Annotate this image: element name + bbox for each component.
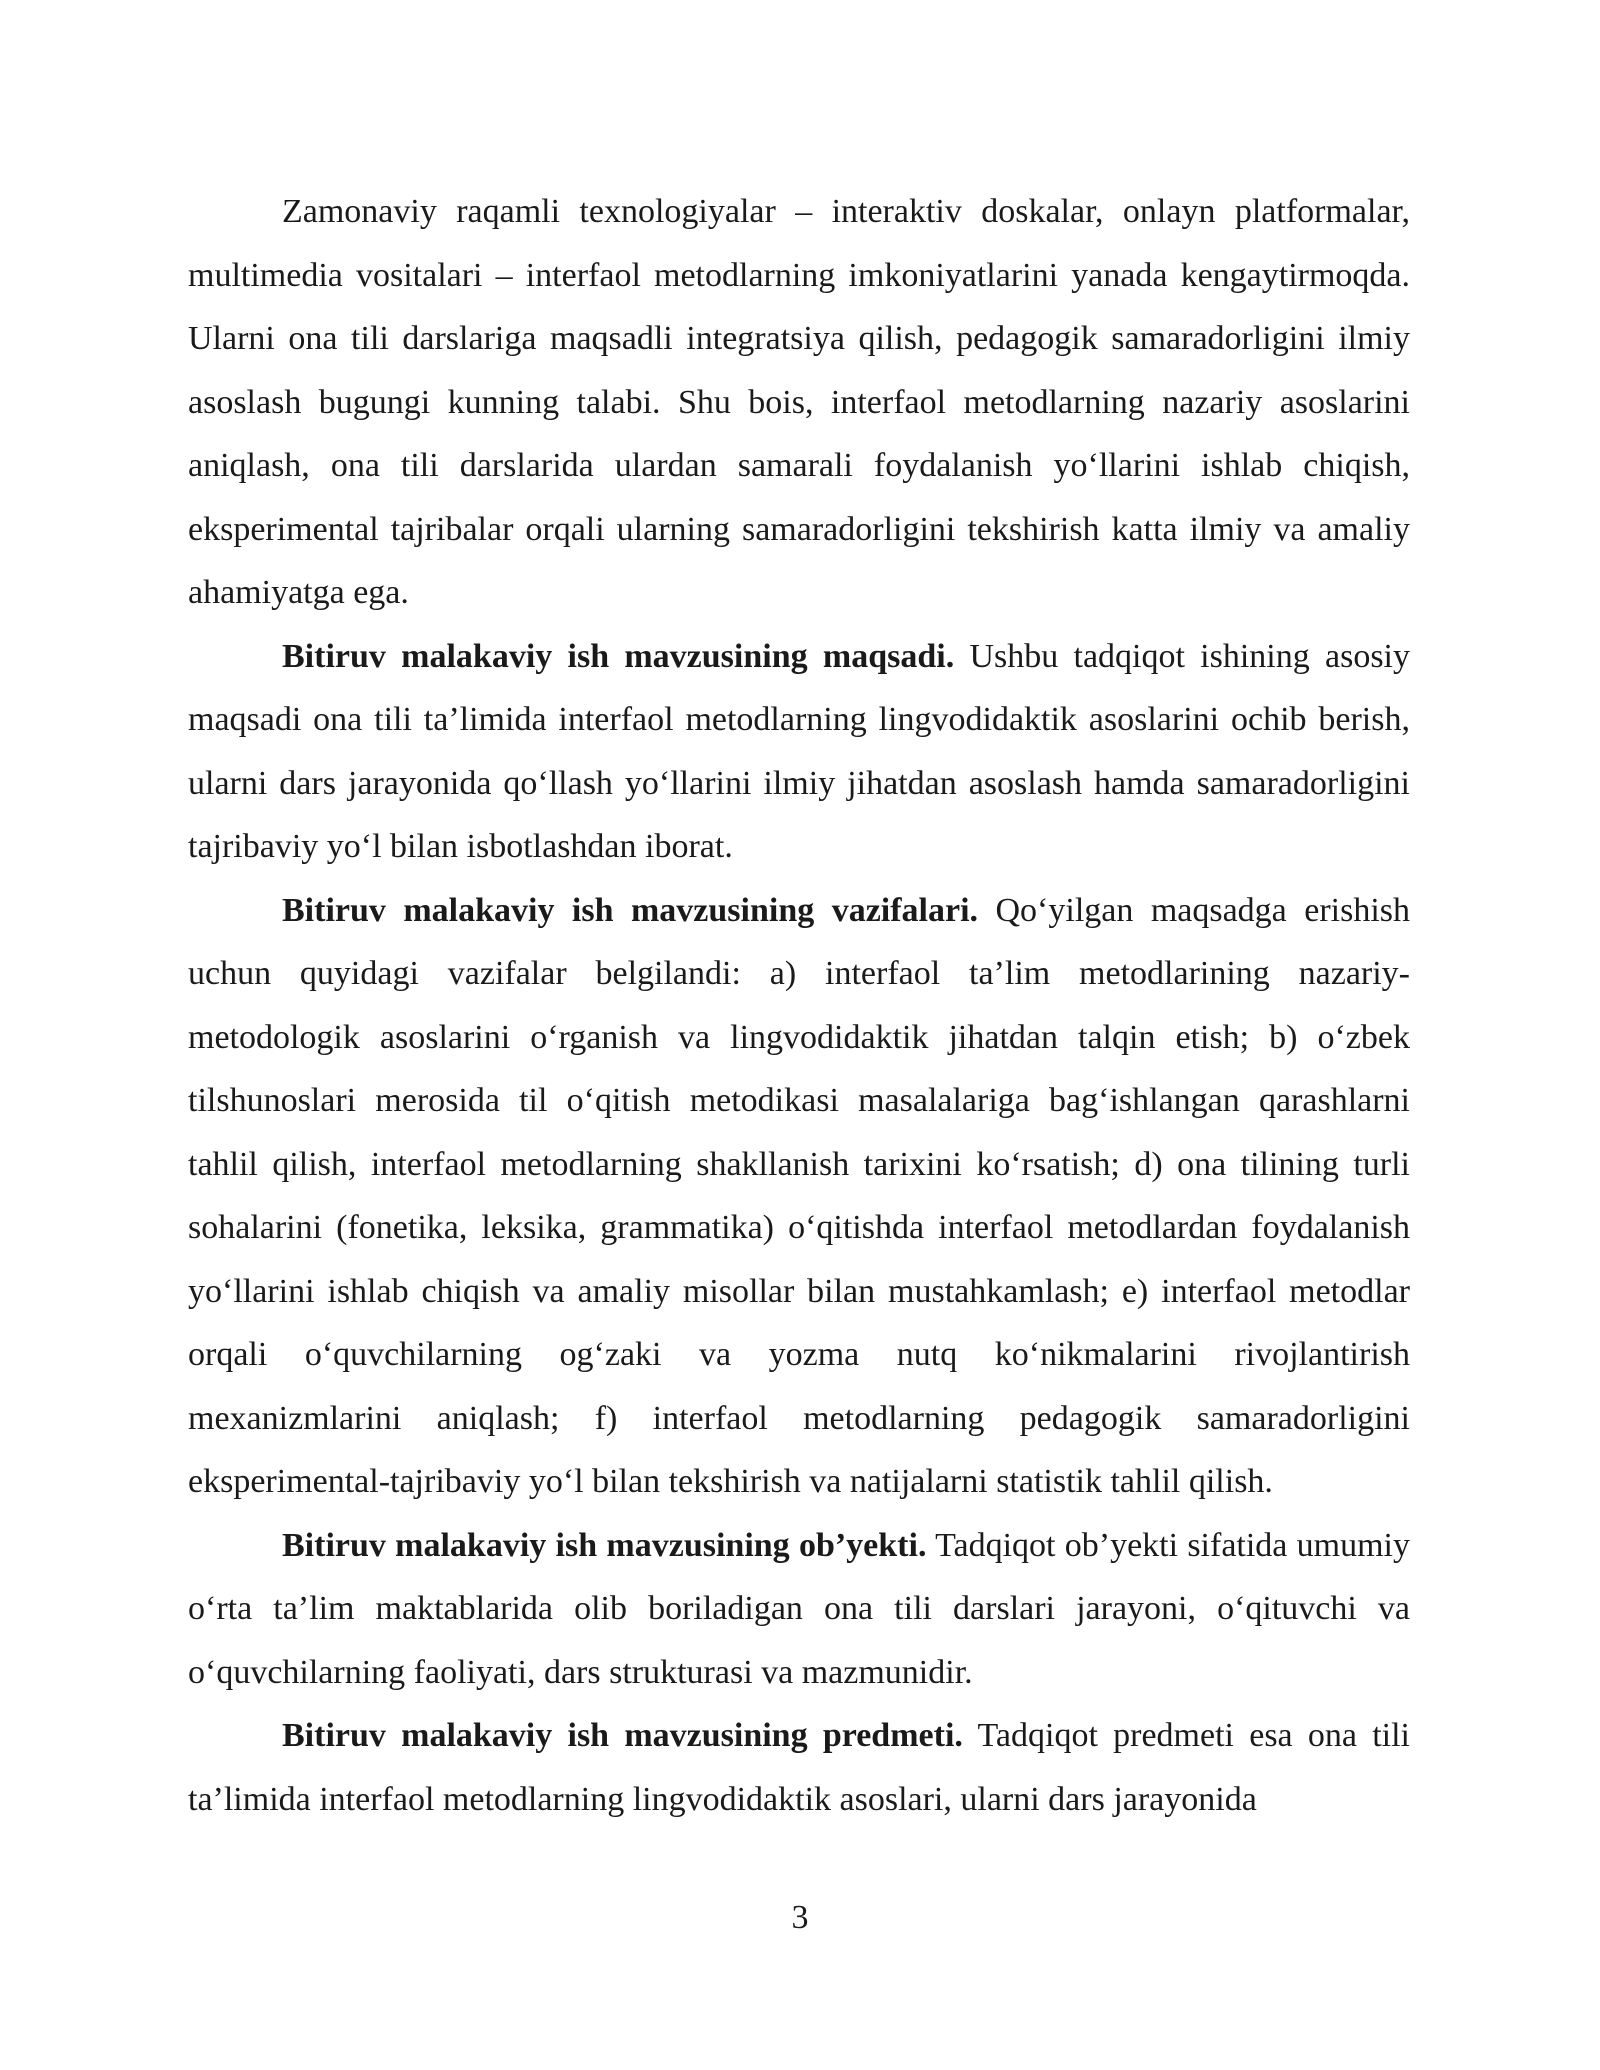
paragraph-tasks [188,879,1410,1514]
paragraph-object [188,1514,1410,1705]
page-number: 3 [791,1899,809,1936]
document-page [188,180,1410,1831]
paragraph-lead: Bitiruv malakaviy ish mavzusining predmeti. [282,1717,963,1754]
paragraph-text: Tadqiqot predmeti esa ona tili ta’limida interfaol metodlarning lingvodidaktik asoslari, ularni dars jarayonida [188,1717,1410,1818]
paragraph-text: Ushbu tadqiqot ishining asosiy maqsadi ona tili ta’limida interfaol metodlarning lingvodidaktik asoslarini ochib berish, ularni dars jarayonida qo‘llash yo‘llarini ilmiy jihatdan asoslash hamda samaradorligini tajribaviy yo‘l bilan isbotlashdan iborat. [188,637,1410,865]
paragraph-text: Zamonaviy raqamli texnologiyalar – interaktiv doskalar, onlayn platformalar, multimedia vositalari – interfaol metodlarning imkoniyatlarini yanada kengaytirmoqda. Ularni ona tili darslariga maqsadli integratsiya qilish, pedagogik samaradorligini ilmiy asoslash bugungi kunning talabi. Shu bois, interfaol metodlarning nazariy asoslarini aniqlash, ona tili darslarida ulardan samarali foydalanish yo‘llarini ishlab chiqish, eksperimental tajribalar orqali ularning samaradorligini tekshirish katta ilmiy va amaliy ahamiyatga ega. [188,193,1410,611]
paragraph-lead: Bitiruv malakaviy ish mavzusining maqsadi. [282,637,955,675]
paragraph-goal [188,625,1410,879]
paragraph-lead: Bitiruv malakaviy ish mavzusining vazifalari. [282,891,979,929]
paragraph-text: Qo‘yilgan maqsadga erishish uchun quyidagi vazifalar belgilandi: a) interfaol ta’lim metodlarining nazariy-metodologik asoslarini o‘rganish va lingvodidaktik jihatdan talqin etish; b) o‘zbek tilshunoslari merosida til o‘qitish metodikasi masalalariga bag‘ishlangan qarashlarni tahlil qilish, interfaol metodlarning shakllanish tarixini ko‘rsatish; d) ona tilining turli sohalarini (fonetika, leksika, grammatika) o‘qitishda interfaol metodlardan foydalanish yo‘llarini ishlab chiqish va amaliy misollar bilan mustahkamlash; e) interfaol metodlar orqali o‘quvchilarning og‘zaki va yozma nutq ko‘nikmalarini rivojlantirish mexanizmlarini aniqlash; f) interfaol metodlarning pedagogik samaradorligini eksperimental-tajribaviy yo‘l bilan tekshirish va natijalarni statistik tahlil qilish. [188,891,1410,1500]
paragraph-subject [188,1704,1410,1831]
paragraph-text: Tadqiqot ob’yekti sifatida umumiy o‘rta ta’lim maktablarida olib boriladigan ona tili darslari jarayoni, o‘qituvchi va o‘quvchilarning faoliyati, dars strukturasi va mazmunidir. [188,1526,1411,1691]
paragraph-intro [188,180,1410,625]
paragraph-lead: Bitiruv malakaviy ish mavzusining ob’yekti. [282,1526,927,1564]
